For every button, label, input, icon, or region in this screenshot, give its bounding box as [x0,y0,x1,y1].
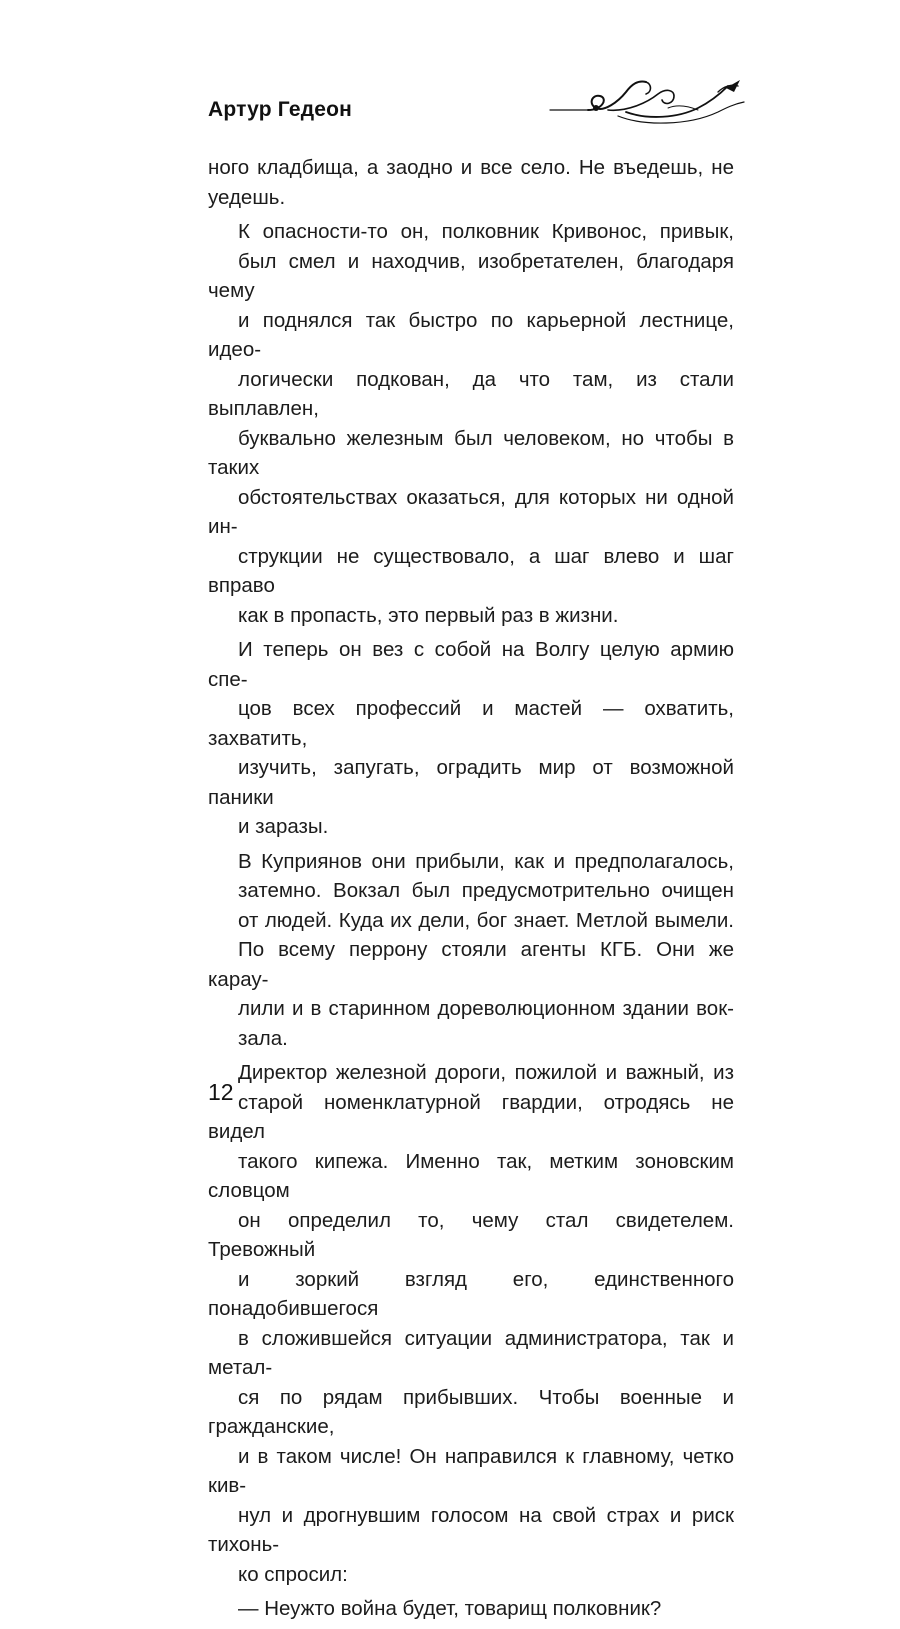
text-line: струкции не существовало, а шаг влево и шаг вправо [208,544,734,597]
text-line: нул и дрогнувшим голосом на свой страх и риск тихонь- [208,1503,734,1556]
text-line: старой номенклатурной гвардии, отродясь не видел [208,1090,734,1143]
text-line: от людей. Куда их дели, бог знает. Метлой вымели. [238,908,734,932]
text-line: уедешь. [208,185,286,209]
paragraph [208,1058,734,1589]
text-line: и заразы. [238,815,329,838]
text-line: и поднялся так быстро по карьерной лестнице, идео- [208,308,734,361]
text-line: обстоятельствах оказаться, для которых ни одной ин- [208,485,734,538]
text-line: И теперь он вез с собой на Волгу целую армию спе- [208,638,734,691]
text-line: Директор железной дороги, пожилой и важный, из [238,1061,734,1084]
text-line: затемно. Вокзал был предусмотрительно очищен [238,879,734,902]
paragraph [208,847,734,1054]
text-line: В Куприянов они прибыли, как и предполагалось, [238,849,734,873]
text-line: такого кипежа. Именно так, метким зоновским словцом [208,1149,734,1202]
text-line: зала. [238,1026,288,1050]
paragraph [208,153,734,212]
text-line: и зоркий взгляд его, единственного понадобившегося [208,1267,734,1320]
text-line: ся по рядам прибывших. Чтобы военные и гражданские, [208,1385,734,1438]
text-line: был смел и находчив, изобретателен, благодаря чему [208,249,734,302]
text-line: и в таком числе! Он направился к главному, четко кив- [208,1444,734,1497]
paragraph [208,635,734,842]
body-text [208,153,734,1629]
paragraph [208,1594,734,1624]
text-line: цов всех профессий и мастей — охватить, захватить, [208,697,734,750]
text-line: По всему перрону стояли агенты КГБ. Они же карау- [208,938,734,991]
flourish-ornament-icon [548,72,748,132]
text-line: ко спросил: [238,1562,348,1586]
text-line: как в пропасть, это первый раз в жизни. [238,603,619,627]
text-line: лили и в старинном дореволюционном здании вок- [238,997,734,1020]
text-line: в сложившейся ситуации администратора, так и метал- [208,1326,734,1379]
text-line: К опасности-то он, полковник Кривонос, привык, [238,220,734,243]
text-line: логически подкован, да что там, из стали выплавлен, [208,367,734,420]
text-line: буквально железным был человеком, но чтобы в таких [208,426,734,479]
text-line: ного кладбища, а заодно и все село. Не въедешь, не [208,156,734,179]
paragraph [208,217,734,630]
text-line: — Неужто война будет, товарищ полковник? [238,1597,662,1620]
page-number: 12 [208,1079,234,1105]
text-line: изучить, запугать, оградить мир от возможной паники [208,756,734,809]
running-header-author: Артур Гедеон [208,98,353,121]
text-line: он определил то, чему стал свидетелем. Тревожный [208,1208,734,1261]
